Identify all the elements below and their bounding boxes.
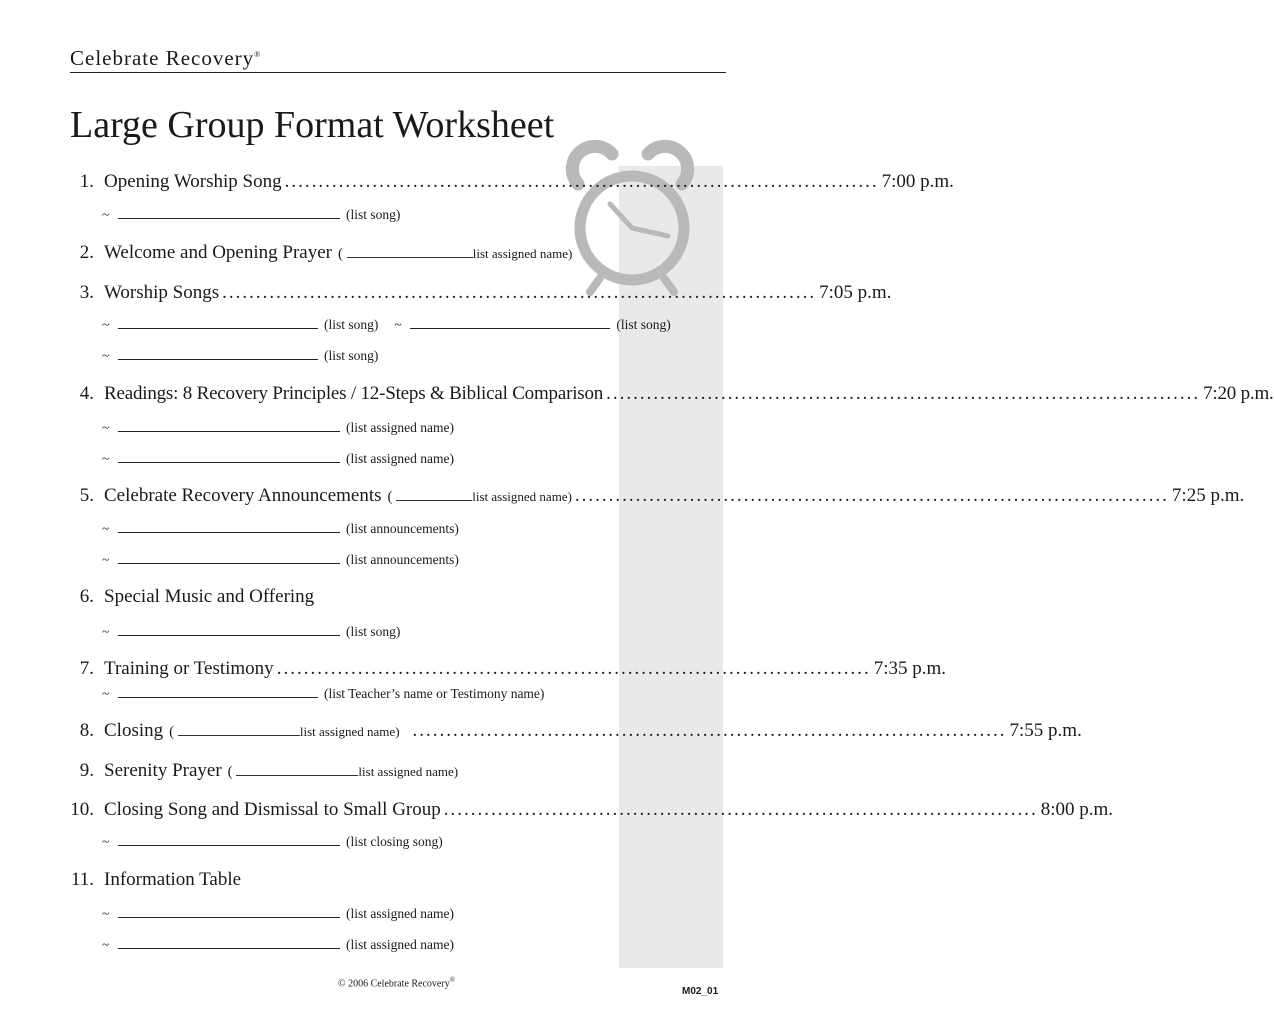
item-number: 11. <box>70 869 94 890</box>
blank-field[interactable] <box>118 832 340 846</box>
fill-line: ~ (list Teacher’s name or Testimony name) <box>102 686 545 701</box>
item-9: 9. Serenity Prayer ( list assigned name) <box>0 759 768 783</box>
blank-field[interactable] <box>118 418 340 432</box>
footer-copyright: © 2006 Celebrate Recovery® <box>337 976 456 990</box>
leader-dots: ........................................................................................ <box>606 383 1201 404</box>
item-3 <box>0 281 892 305</box>
item-time: 7:05 p.m. <box>819 282 892 303</box>
blank-field[interactable] <box>118 550 340 564</box>
item-label: Welcome and Opening Prayer <box>104 242 332 263</box>
item-label: Special Music and Offering <box>104 586 315 607</box>
item-label: Readings: 8 Recovery Principles / 12-Steps & Biblical Comparison <box>104 383 604 404</box>
item-time: 7:20 p.m. <box>1203 383 1274 404</box>
leader-dots: ........................................................................................ <box>276 658 871 679</box>
item-5: 5. Celebrate Recovery Announcements ( list assigned name) ........................................................................................ 7:25 p.m. <box>0 484 768 508</box>
fill-line: ~ (list announcements) <box>102 552 459 567</box>
fill-line: ~ (list assigned name) <box>102 420 454 435</box>
item-label: Closing Song and Dismissal to Small Group <box>104 799 441 820</box>
fill-line: ~ (list assigned name) <box>102 906 454 921</box>
blank-field[interactable] <box>178 723 300 736</box>
header-brand: Celebrate Recovery® <box>70 46 262 70</box>
item-10 <box>0 798 1114 822</box>
blank-field[interactable] <box>118 935 340 949</box>
item-label: Training or Testimony <box>104 658 274 679</box>
item-11 <box>0 868 768 892</box>
blank-field[interactable] <box>118 622 340 636</box>
item-number: 6. <box>79 586 94 607</box>
blank-field[interactable] <box>118 205 340 219</box>
fill-line: ~ (list song) <box>102 348 379 363</box>
item-label: Opening Worship Song <box>104 171 282 192</box>
item-2: 2. Welcome and Opening Prayer ( list assigned name) <box>0 241 768 265</box>
header-rule <box>70 72 726 73</box>
item-label: Worship Songs <box>104 282 220 303</box>
blank-field[interactable] <box>410 315 610 329</box>
fill-line: ~ (list song) <box>102 207 401 222</box>
blank-field[interactable] <box>118 904 340 918</box>
blank-field[interactable] <box>347 245 473 258</box>
item-number: 4. <box>79 383 94 404</box>
item-number: 10. <box>70 799 94 820</box>
item-number: 1. <box>79 171 94 192</box>
item-number: 5. <box>79 485 94 506</box>
fill-line: ~ (list song) <box>102 624 401 639</box>
blank-field[interactable] <box>118 346 318 360</box>
item-7 <box>0 657 946 681</box>
fill-line: ~ (list assigned name) <box>102 451 454 466</box>
leader-dots: ........................................................................................ <box>222 282 817 303</box>
item-1 <box>0 170 954 194</box>
item-label: Information Table <box>104 869 242 890</box>
item-number: 7. <box>79 658 94 679</box>
fill-line: ~ (list closing song) <box>102 834 443 849</box>
form-code: M02_01 <box>682 986 719 997</box>
item-label: Celebrate Recovery Announcements <box>104 485 382 506</box>
fill-line: ~ (list announcements) <box>102 521 459 536</box>
leader-dots: ........................................................................................ <box>412 720 1007 741</box>
item-number: 3. <box>79 282 94 303</box>
blank-field[interactable] <box>118 684 318 698</box>
leader-dots: ........................................................................................ <box>443 799 1038 820</box>
item-4 <box>0 382 1274 406</box>
blank-field[interactable] <box>118 315 318 329</box>
item-label: Closing <box>104 720 164 741</box>
blank-field[interactable] <box>118 449 340 463</box>
leader-dots: ........................................................................................ <box>284 171 879 192</box>
leader-dots: ........................................................................................ <box>574 485 1169 506</box>
item-number: 8. <box>79 720 94 741</box>
alarm-clock-icon <box>560 142 700 292</box>
item-time: 7:55 p.m. <box>1009 720 1082 741</box>
item-6 <box>0 585 768 609</box>
item-time: 7:25 p.m. <box>1171 485 1245 506</box>
item-number: 2. <box>79 242 94 263</box>
item-time: 7:00 p.m. <box>881 171 954 192</box>
fill-line: ~ (list assigned name) <box>102 937 454 952</box>
item-number: 9. <box>79 760 94 781</box>
blank-field[interactable] <box>396 488 472 501</box>
item-time: 8:00 p.m. <box>1040 799 1114 820</box>
blank-field[interactable] <box>118 519 340 533</box>
page-title: Large Group Format Worksheet <box>70 104 555 146</box>
fill-line: ~ (list song) ~ (list song) <box>102 317 671 332</box>
item-8: 8. Closing ( list assigned name) ........................................................................................ 7:55 p.m. <box>0 719 768 743</box>
item-time: 7:35 p.m. <box>873 658 946 679</box>
item-label: Serenity Prayer <box>104 760 222 781</box>
blank-field[interactable] <box>236 763 358 776</box>
